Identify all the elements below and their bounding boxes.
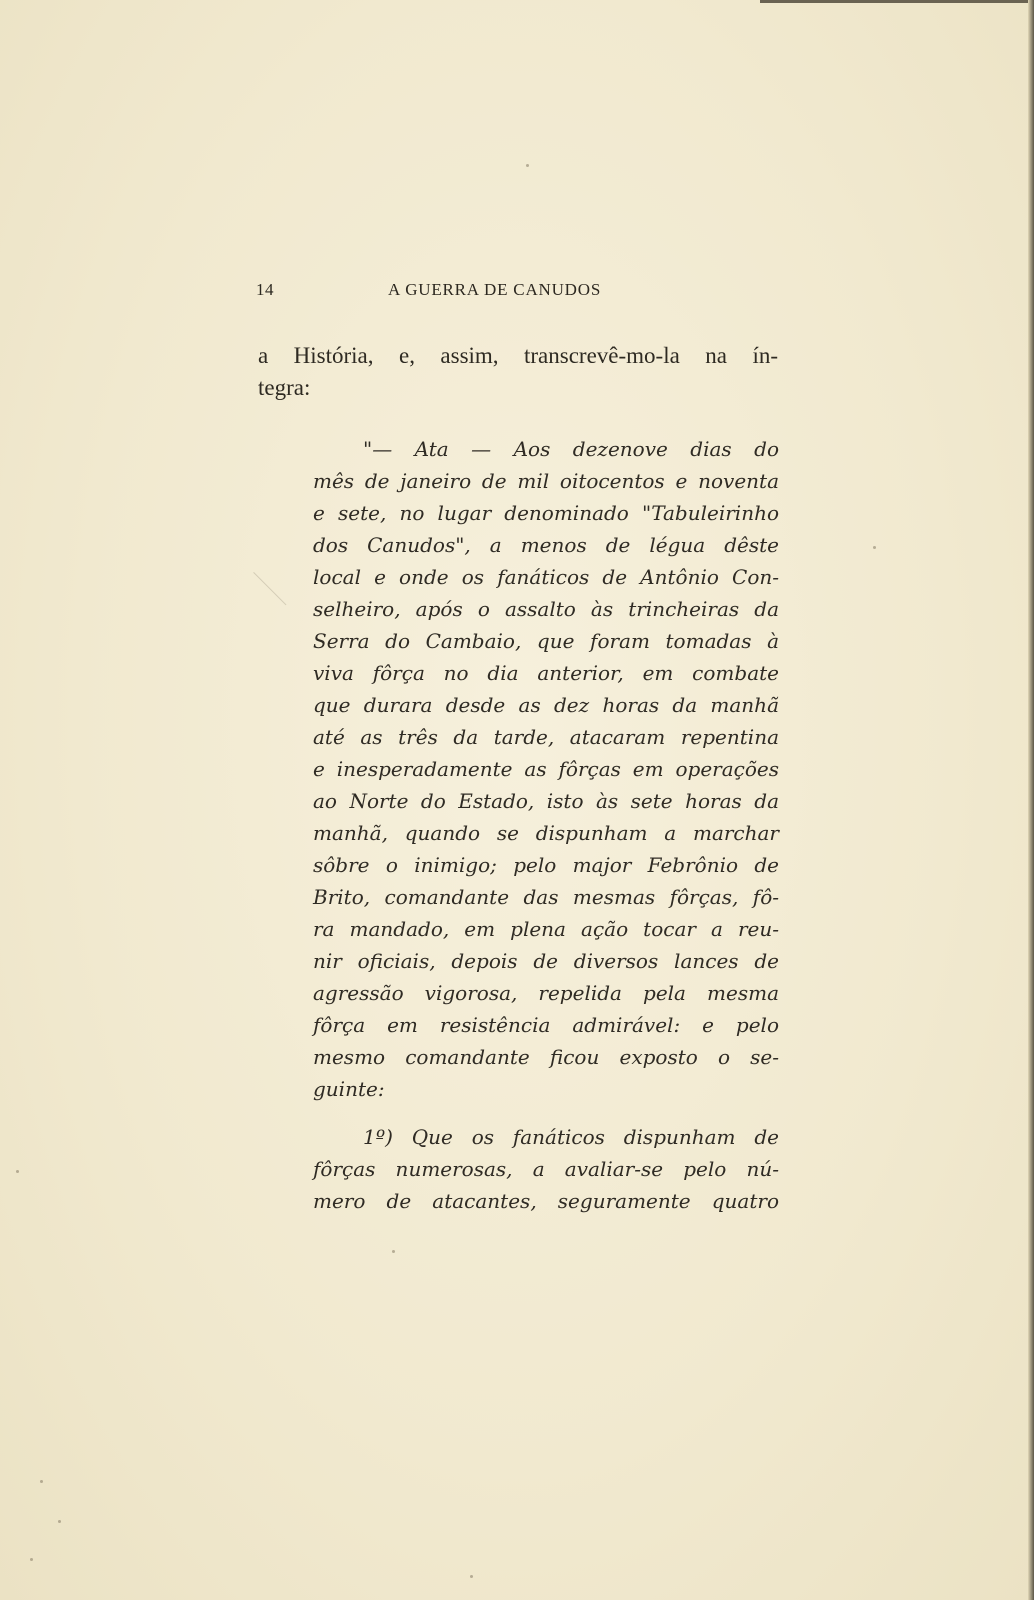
paper-speck: [30, 1558, 33, 1561]
page-edge-top: [760, 0, 1034, 3]
text-line: 1º) Que os fanáticos dispunham de: [363, 1125, 779, 1149]
text-line: local e onde os fanáticos de Antônio Con-: [313, 565, 779, 589]
text-line: guinte:: [313, 1077, 385, 1101]
text-line: selheiro, após o assalto às trincheiras da: [313, 597, 779, 621]
paper-speck: [40, 1480, 43, 1483]
text-line: fôrça em resistência admirável: e pelo: [313, 1013, 779, 1037]
page-header: [256, 280, 666, 304]
text-line: sôbre o inimigo; pelo major Febrônio de: [313, 853, 779, 877]
text-line: mesmo comandante ficou exposto o se-: [313, 1045, 779, 1069]
text-line: e sete, no lugar denominado "Tabuleirinho: [313, 501, 779, 525]
text-line: Brito, comandante das mesmas fôrças, fô-: [313, 885, 779, 909]
text-line: fôrças numerosas, a avaliar-se pelo nú-: [313, 1157, 779, 1181]
paper-speck: [526, 164, 529, 167]
text-line: ao Norte do Estado, isto às sete horas da: [313, 789, 779, 813]
text-line: agressão vigorosa, repelida pela mesma: [313, 981, 779, 1005]
text-line: até as três da tarde, atacaram repentina: [313, 725, 779, 749]
text-line: mero de atacantes, seguramente quatro: [313, 1189, 779, 1213]
text-line: Serra do Cambaio, que foram tomadas à: [313, 629, 779, 653]
quoted-minutes: [313, 433, 779, 1105]
text-line: dos Canudos", a menos de légua dêste: [313, 533, 779, 557]
numbered-item: [313, 1121, 779, 1217]
paper-speck: [873, 546, 876, 549]
text-line: nir oficiais, depois de diversos lances de: [313, 949, 779, 973]
paper-speck: [58, 1520, 61, 1523]
intro-paragraph: [258, 340, 778, 404]
text-line: manhã, quando se dispunham a marchar: [313, 821, 779, 845]
text-line: e inesperadamente as fôrças em operações: [313, 757, 779, 781]
paper-crease: [253, 537, 322, 606]
page-edge-right: [1028, 0, 1034, 1600]
page-number: 14: [256, 280, 274, 299]
paper-speck: [470, 1575, 473, 1578]
paper-speck: [16, 1170, 19, 1173]
text-line: tegra:: [258, 375, 311, 400]
text-line: a História, e, assim, transcrevê-mo-la na ín-: [258, 343, 778, 368]
text-line: mês de janeiro de mil oitocentos e noventa: [313, 469, 779, 493]
text-line: "— Ata — Aos dezenove dias do: [363, 437, 779, 461]
paper-speck: [392, 1250, 395, 1253]
text-line: viva fôrça no dia anterior, em combate: [313, 661, 779, 685]
text-line: ra mandado, em plena ação tocar a reu-: [313, 917, 779, 941]
running-title: A GUERRA DE CANUDOS: [388, 280, 602, 299]
text-line: que durara desde as dez horas da manhã: [313, 693, 779, 717]
